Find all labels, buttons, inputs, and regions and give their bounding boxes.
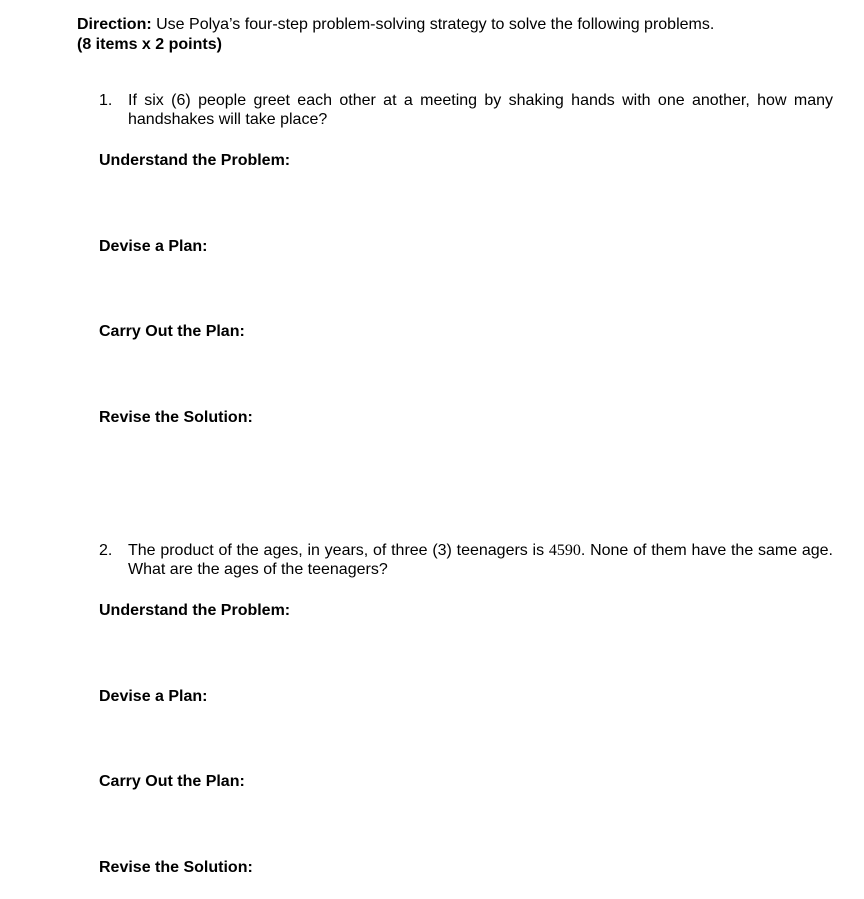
q1-revise-heading: Revise the Solution:	[99, 409, 253, 426]
question-2-number: 2.	[99, 542, 113, 559]
question-1-text: If six (6) people greet each other at a meeting by shaking hands with one another, how many handshakes will take place?	[128, 92, 833, 128]
q2-revise-heading: Revise the Solution:	[99, 859, 253, 876]
q2-understand-heading: Understand the Problem:	[99, 602, 291, 619]
q1-carry-out-heading: Carry Out the Plan:	[99, 323, 245, 340]
direction-text: Use Polya’s four-step problem-solving strategy to solve the following problems.	[151, 16, 715, 33]
q1-understand-heading: Understand the Problem:	[99, 152, 291, 169]
points-line: (8 items x 2 points)	[77, 36, 222, 53]
q1-devise-heading: Devise a Plan:	[99, 238, 208, 255]
direction-label: Direction:	[77, 16, 152, 33]
q2-devise-heading: Devise a Plan:	[99, 688, 208, 705]
question-2-number-value: 4590	[548, 542, 581, 559]
direction-line	[77, 15, 714, 34]
question-2-text	[128, 541, 833, 579]
question-1-number: 1.	[99, 92, 113, 109]
question-2-text-before: The product of the ages, in years, of three (3) teenagers is	[128, 542, 549, 559]
question-2-text-after: . None of them have the same age. What are the ages of the teenagers?	[128, 542, 833, 578]
q2-carry-out-heading: Carry Out the Plan:	[99, 773, 245, 790]
